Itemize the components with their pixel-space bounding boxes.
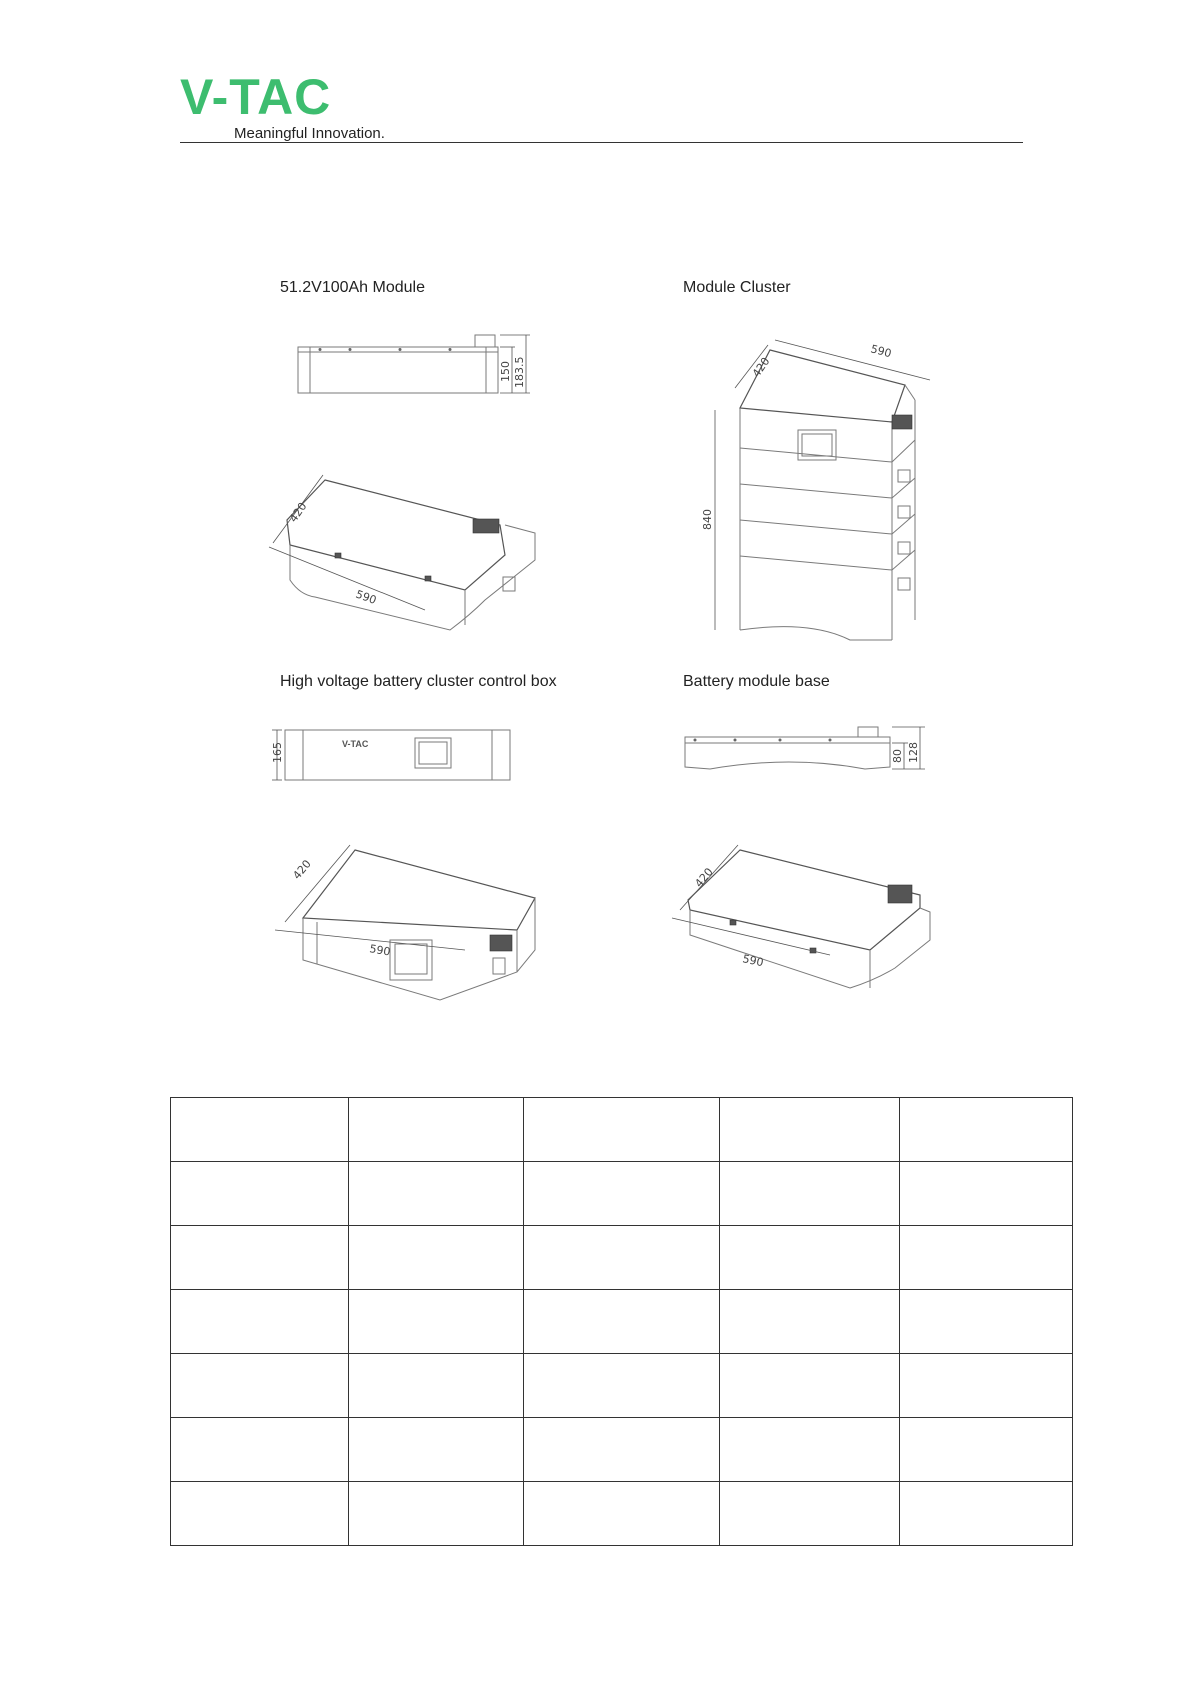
caption-module: 51.2V100Ah Module — [280, 279, 425, 296]
caption-module-base: Battery module base — [683, 673, 830, 690]
table-cell — [524, 1226, 720, 1290]
table-row — [171, 1098, 1073, 1162]
control-box-iso-drawing — [265, 840, 550, 1015]
table-cell — [720, 1098, 900, 1162]
caption-module-cluster: Module Cluster — [683, 279, 791, 296]
table-row — [171, 1290, 1073, 1354]
logo-brand: V-TAC — [180, 74, 332, 125]
table-cell — [900, 1290, 1073, 1354]
table-cell — [349, 1290, 524, 1354]
table-row — [171, 1226, 1073, 1290]
table-cell — [171, 1162, 349, 1226]
table-cell — [349, 1162, 524, 1226]
table-cell — [524, 1290, 720, 1354]
control-box-brand-label: V-TAC — [342, 739, 369, 749]
dim-590: 590 — [353, 587, 379, 608]
logo-tagline: Meaningful Innovation. — [234, 125, 385, 142]
table-cell — [720, 1290, 900, 1354]
module-cluster-drawing — [680, 340, 950, 660]
table-cell — [900, 1098, 1073, 1162]
base-iso-drawing — [660, 840, 945, 1000]
dim-150: 150 — [499, 361, 512, 382]
table-row — [171, 1482, 1073, 1546]
table-cell — [524, 1162, 720, 1226]
table-cell — [349, 1098, 524, 1162]
dim-840: 840 — [701, 509, 714, 530]
header-rule — [180, 142, 1023, 143]
table-cell — [349, 1482, 524, 1546]
table-row — [171, 1418, 1073, 1482]
table-cell — [900, 1418, 1073, 1482]
table-cell — [349, 1354, 524, 1418]
table-cell — [171, 1482, 349, 1546]
table-cell — [171, 1226, 349, 1290]
dim-128: 128 — [907, 742, 920, 763]
table-cell — [900, 1482, 1073, 1546]
dim-420: 420 — [692, 865, 716, 890]
table-cell — [720, 1162, 900, 1226]
dim-420: 420 — [290, 857, 314, 882]
base-side-drawing — [680, 725, 935, 785]
table-cell — [524, 1098, 720, 1162]
table-cell — [171, 1290, 349, 1354]
table-cell — [900, 1226, 1073, 1290]
table-cell — [900, 1162, 1073, 1226]
spec-table — [170, 1097, 1073, 1546]
table-cell — [524, 1354, 720, 1418]
table-cell — [720, 1418, 900, 1482]
dim-420: 420 — [749, 355, 773, 380]
table-cell — [900, 1354, 1073, 1418]
dim-183-5: 183.5 — [513, 356, 526, 388]
dim-420: 420 — [286, 500, 310, 525]
table-cell — [349, 1418, 524, 1482]
table-cell — [349, 1226, 524, 1290]
table-cell — [171, 1418, 349, 1482]
table-cell — [720, 1226, 900, 1290]
module-side-drawing — [290, 330, 540, 410]
v-tac-logo — [180, 74, 390, 144]
dim-590: 590 — [869, 342, 893, 361]
table-cell — [720, 1354, 900, 1418]
dim-590: 590 — [741, 952, 765, 970]
table-cell — [720, 1482, 900, 1546]
table-row — [171, 1162, 1073, 1226]
table-cell — [524, 1482, 720, 1546]
table-cell — [524, 1418, 720, 1482]
module-iso-drawing — [255, 465, 545, 640]
table-cell — [171, 1354, 349, 1418]
dim-80: 80 — [891, 749, 904, 763]
table-row — [171, 1354, 1073, 1418]
dim-165: 165 — [271, 742, 284, 763]
control-box-front-drawing — [270, 725, 520, 785]
dim-590: 590 — [368, 942, 392, 959]
caption-control-box: High voltage battery cluster control box — [280, 673, 557, 690]
table-cell — [171, 1098, 349, 1162]
